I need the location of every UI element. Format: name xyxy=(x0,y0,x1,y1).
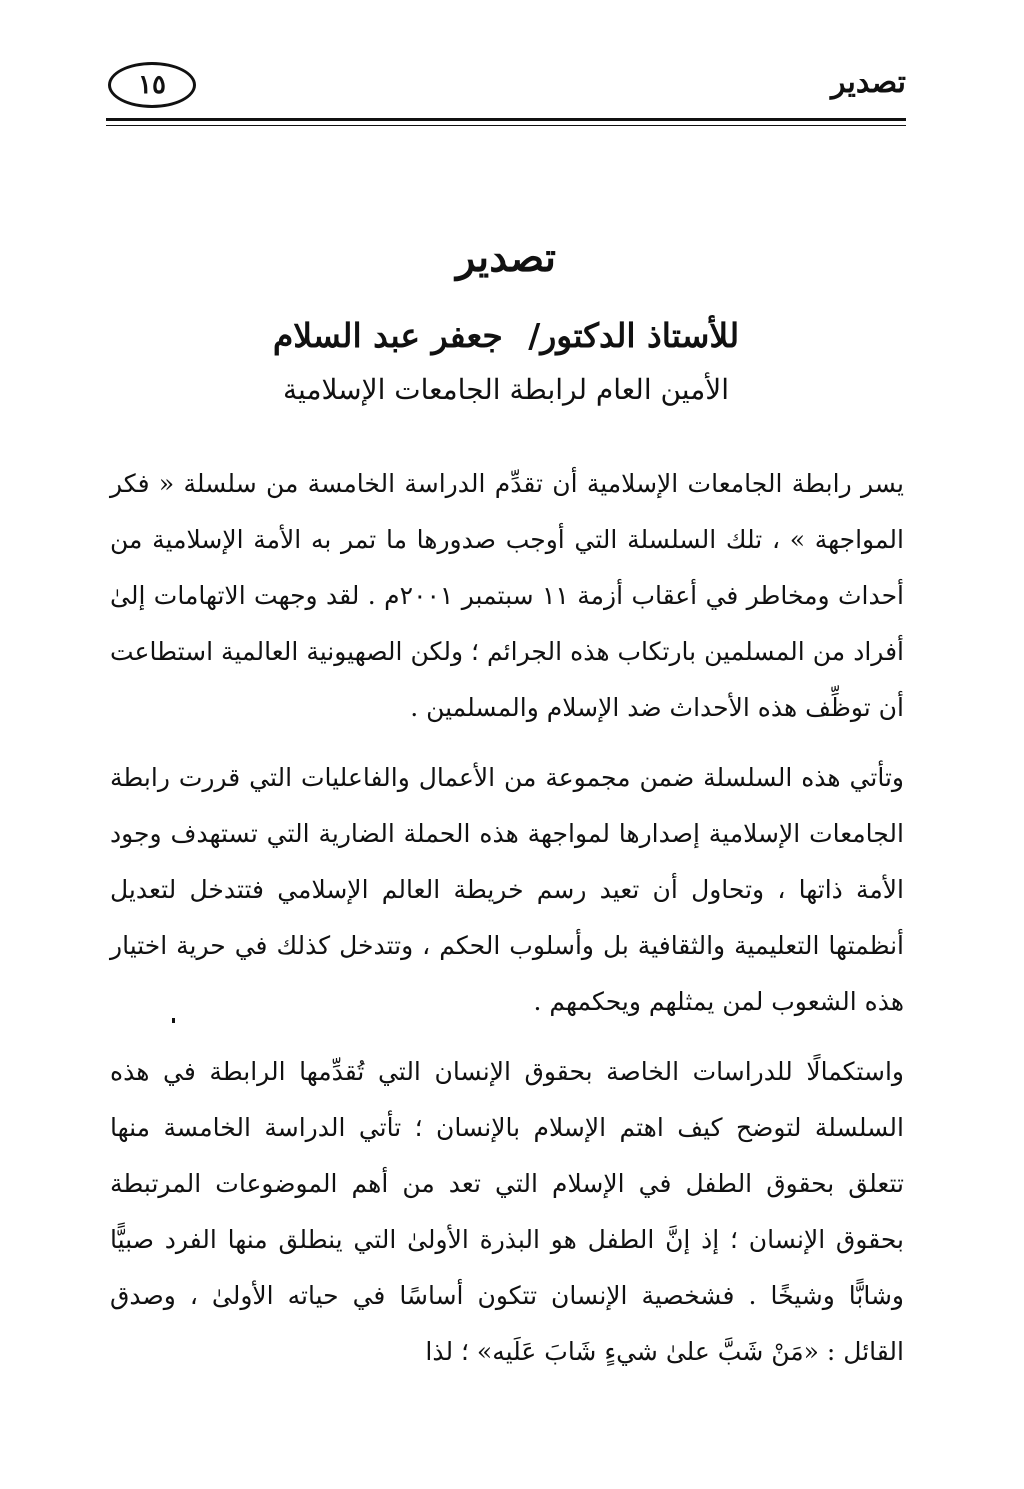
paragraph-3: واستكمالًا للدراسات الخاصة بحقوق الإنسان التي تُقدِّمها الرابطة في هذه السلسلة لتوضح كيف اهتم الإسلام بالإنسان ؛ تأتي الدراسة الخامسة منها تتعلق بحقوق الطفل في الإسلام التي تعد من أهم الموضوعات المرتبطة بحقوق الإنسان ؛ إذ إنَّ الطفل هو البذرة الأولىٰ التي ينطلق منها الفرد صبيًّا وشابًّا وشيخًا . فشخصية الإنسان تتكون أساسًا في حياته الأولىٰ ، وصدق القائل : «مَنْ شَبَّ علىٰ شيءٍ شَابَ عَلَيه» ؛ لذا xyxy=(110,1057,904,1366)
author-role: للأستاذ الدكتور/ xyxy=(528,316,740,355)
paragraph-2: وتأتي هذه السلسلة ضمن مجموعة من الأعمال والفاعليات التي قررت رابطة الجامعات الإسلامية إصدارها لمواجهة هذه الحملة الضارية التي تستهدف وجود الأمة ذاتها ، وتحاول أن تعيد رسم خريطة العالم الإسلامي فتتدخل لتعديل أنظمتها التعليمية والثقافية بل وأسلوب الحكم ، وتتدخل كذلك في حرية اختيار هذه الشعوب لمن يمثلهم ويحكمهم . xyxy=(110,763,904,1016)
page-title: تصدير xyxy=(455,234,557,281)
page-number: ١٥ xyxy=(138,70,166,100)
author-byline xyxy=(106,312,906,360)
paragraph-1: يسر رابطة الجامعات الإسلامية أن تقدِّم الدراسة الخامسة من سلسلة « فكر المواجهة » ، تلك السلسلة التي أوجب صدورها ما تمر به الأمة الإسلامية من أحداث ومخاطر في أعقاب أزمة ١١ سبتمبر ٢٠٠١م . لقد وجهت الاتهامات إلىٰ أفراد من المسلمين بارتكاب هذه الجرائم ؛ ولكن الصهيونية العالمية استطاعت أن توظِّف هذه الأحداث ضد الإسلام والمسلمين . xyxy=(110,469,904,722)
header-rule-thick xyxy=(106,118,906,121)
page-number-badge xyxy=(108,62,196,108)
scan-speck xyxy=(172,1018,175,1023)
author-position: الأمين العام لرابطة الجامعات الإسلامية xyxy=(282,373,730,406)
title-block xyxy=(106,228,906,412)
running-header-title: تصدير xyxy=(830,65,906,100)
author-name: جعفر عبد السلام xyxy=(272,316,503,355)
header-rule-thin xyxy=(106,125,906,126)
body-text xyxy=(110,456,904,1394)
